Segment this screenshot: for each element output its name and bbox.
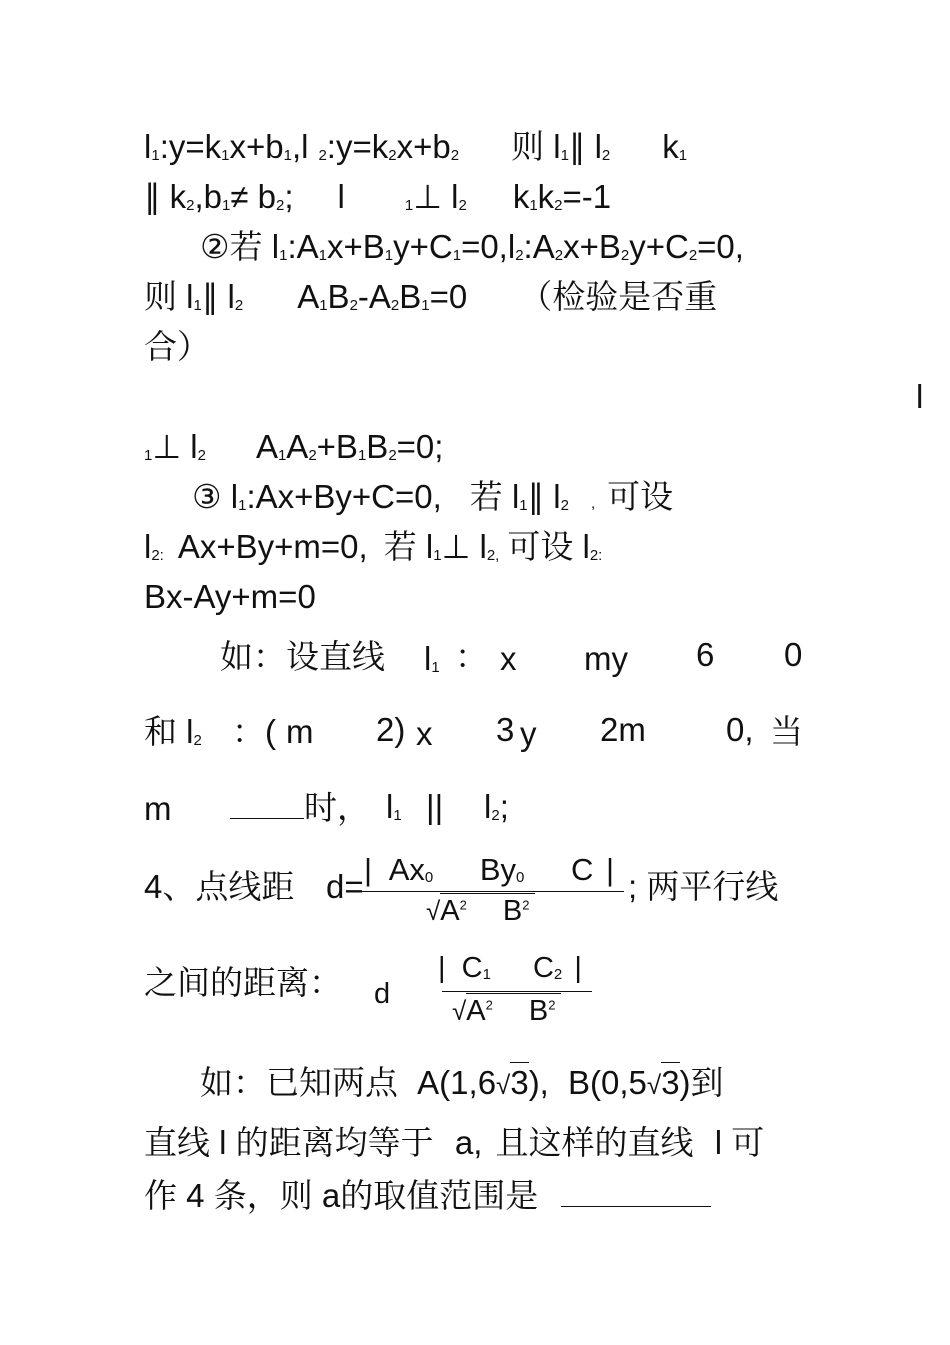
example1-my: my xyxy=(584,640,628,677)
example1-l1: $l_1$ xyxy=(424,640,440,677)
example1-zero2: 0, xyxy=(726,711,754,748)
example1-parallel: || xyxy=(426,788,444,825)
example1-m2: m xyxy=(144,790,172,827)
distance-fraction-bar xyxy=(362,891,624,892)
parallel-distance-numerator: | $C_1$ $C_2$ | xyxy=(438,952,582,984)
example1-paren: ：( xyxy=(232,713,276,750)
example1-colon: ： xyxy=(455,638,488,675)
example1-y: y xyxy=(520,715,537,752)
example1-zero: 0 xyxy=(784,636,803,673)
example2-line1: 如：已知两点 A(1,6√3), B(0,5√3)到 xyxy=(200,1064,724,1101)
example1-l2b: $l_2$; xyxy=(484,788,509,825)
example1-l1b: $l_1$ xyxy=(386,788,402,825)
line-set-perpendicular: $l_{2:}$ Ax+By+m=0, 若 $l_1\perp$ $l_{2,}$ 可设 $l_{2:}$ xyxy=(144,528,603,565)
example1-intro: 如：设直线 xyxy=(220,638,385,675)
line-general-parallel: 则 $l_1\parallel$ $l_2$ $A_1B_2-A_2B_1=0$ （检验是否重 xyxy=(144,278,718,315)
example1-m: m xyxy=(286,713,314,750)
parallel-distance-denominator: $√A^2$ $B^2$ xyxy=(452,997,561,1026)
line-general-form: ②若 $l_1:A_1x+B_1y+C_1=0,l_2:A_2x+B_2y+C_2=0$, xyxy=(200,228,744,265)
line-general-perpendicular: $_1$⊥ $l_2$ $A_1A_2+B_1B_2=0$; xyxy=(144,428,444,465)
parallel-distance-fraction-bar xyxy=(442,991,592,992)
line-check-end: 合） xyxy=(144,328,210,365)
example1-answer-blank[interactable]: 时， xyxy=(230,788,370,824)
example1-three: 3 xyxy=(496,711,515,748)
distance-parallel-lines: ; 两平行线 xyxy=(628,868,779,905)
stray-l: l xyxy=(916,378,924,415)
distance-d: d= xyxy=(326,868,364,905)
example1-x2: x xyxy=(416,715,433,752)
distance-denominator: $√A^2$ $B^2$ xyxy=(426,897,535,926)
distance-heading: 4、点线距 xyxy=(144,868,295,905)
example1-six: 6 xyxy=(696,636,715,673)
answer-blank-1[interactable] xyxy=(230,788,304,819)
example1-when: 当 xyxy=(770,713,803,750)
answer-blank-2[interactable] xyxy=(561,1176,711,1207)
example1-two: 2) xyxy=(376,711,406,748)
example2-line3: 作 4 条，则 a的取值范围是 xyxy=(144,1176,711,1212)
line-perpendicular-form: Bx-Ay+m=0 xyxy=(144,578,316,615)
parallel-distance-d: d xyxy=(374,978,391,1010)
example1-2m: 2m xyxy=(600,711,646,748)
example1-l2: 和 $l_2$ xyxy=(144,713,202,750)
line-slope-parallel: $l_1:y=k_1x+b_1,l$ $_2:y=k_2x+b_2$ 则 $l_1\parallel$ $l_2$ $k_1$ xyxy=(144,128,688,165)
parallel-distance-heading: 之间的距离： xyxy=(144,964,342,1001)
line-set-parallel: ③ $l_1:Ax+By+C=0$, 若 $l_1\parallel$ $l_2$ , 可设 xyxy=(192,478,674,515)
distance-numerator: | $Ax_0$ $By_0$ C | xyxy=(364,852,615,887)
line-slope-perpendicular: ∥ $k_2,b_1\ne b_2$; l $_1$⊥ $l_2$ $k_1k_2=-1$ xyxy=(144,178,612,215)
example2-line2: 直线 l 的距离均等于 a, 且这样的直线 l 可 xyxy=(144,1124,765,1161)
example1-x: x xyxy=(500,640,517,677)
